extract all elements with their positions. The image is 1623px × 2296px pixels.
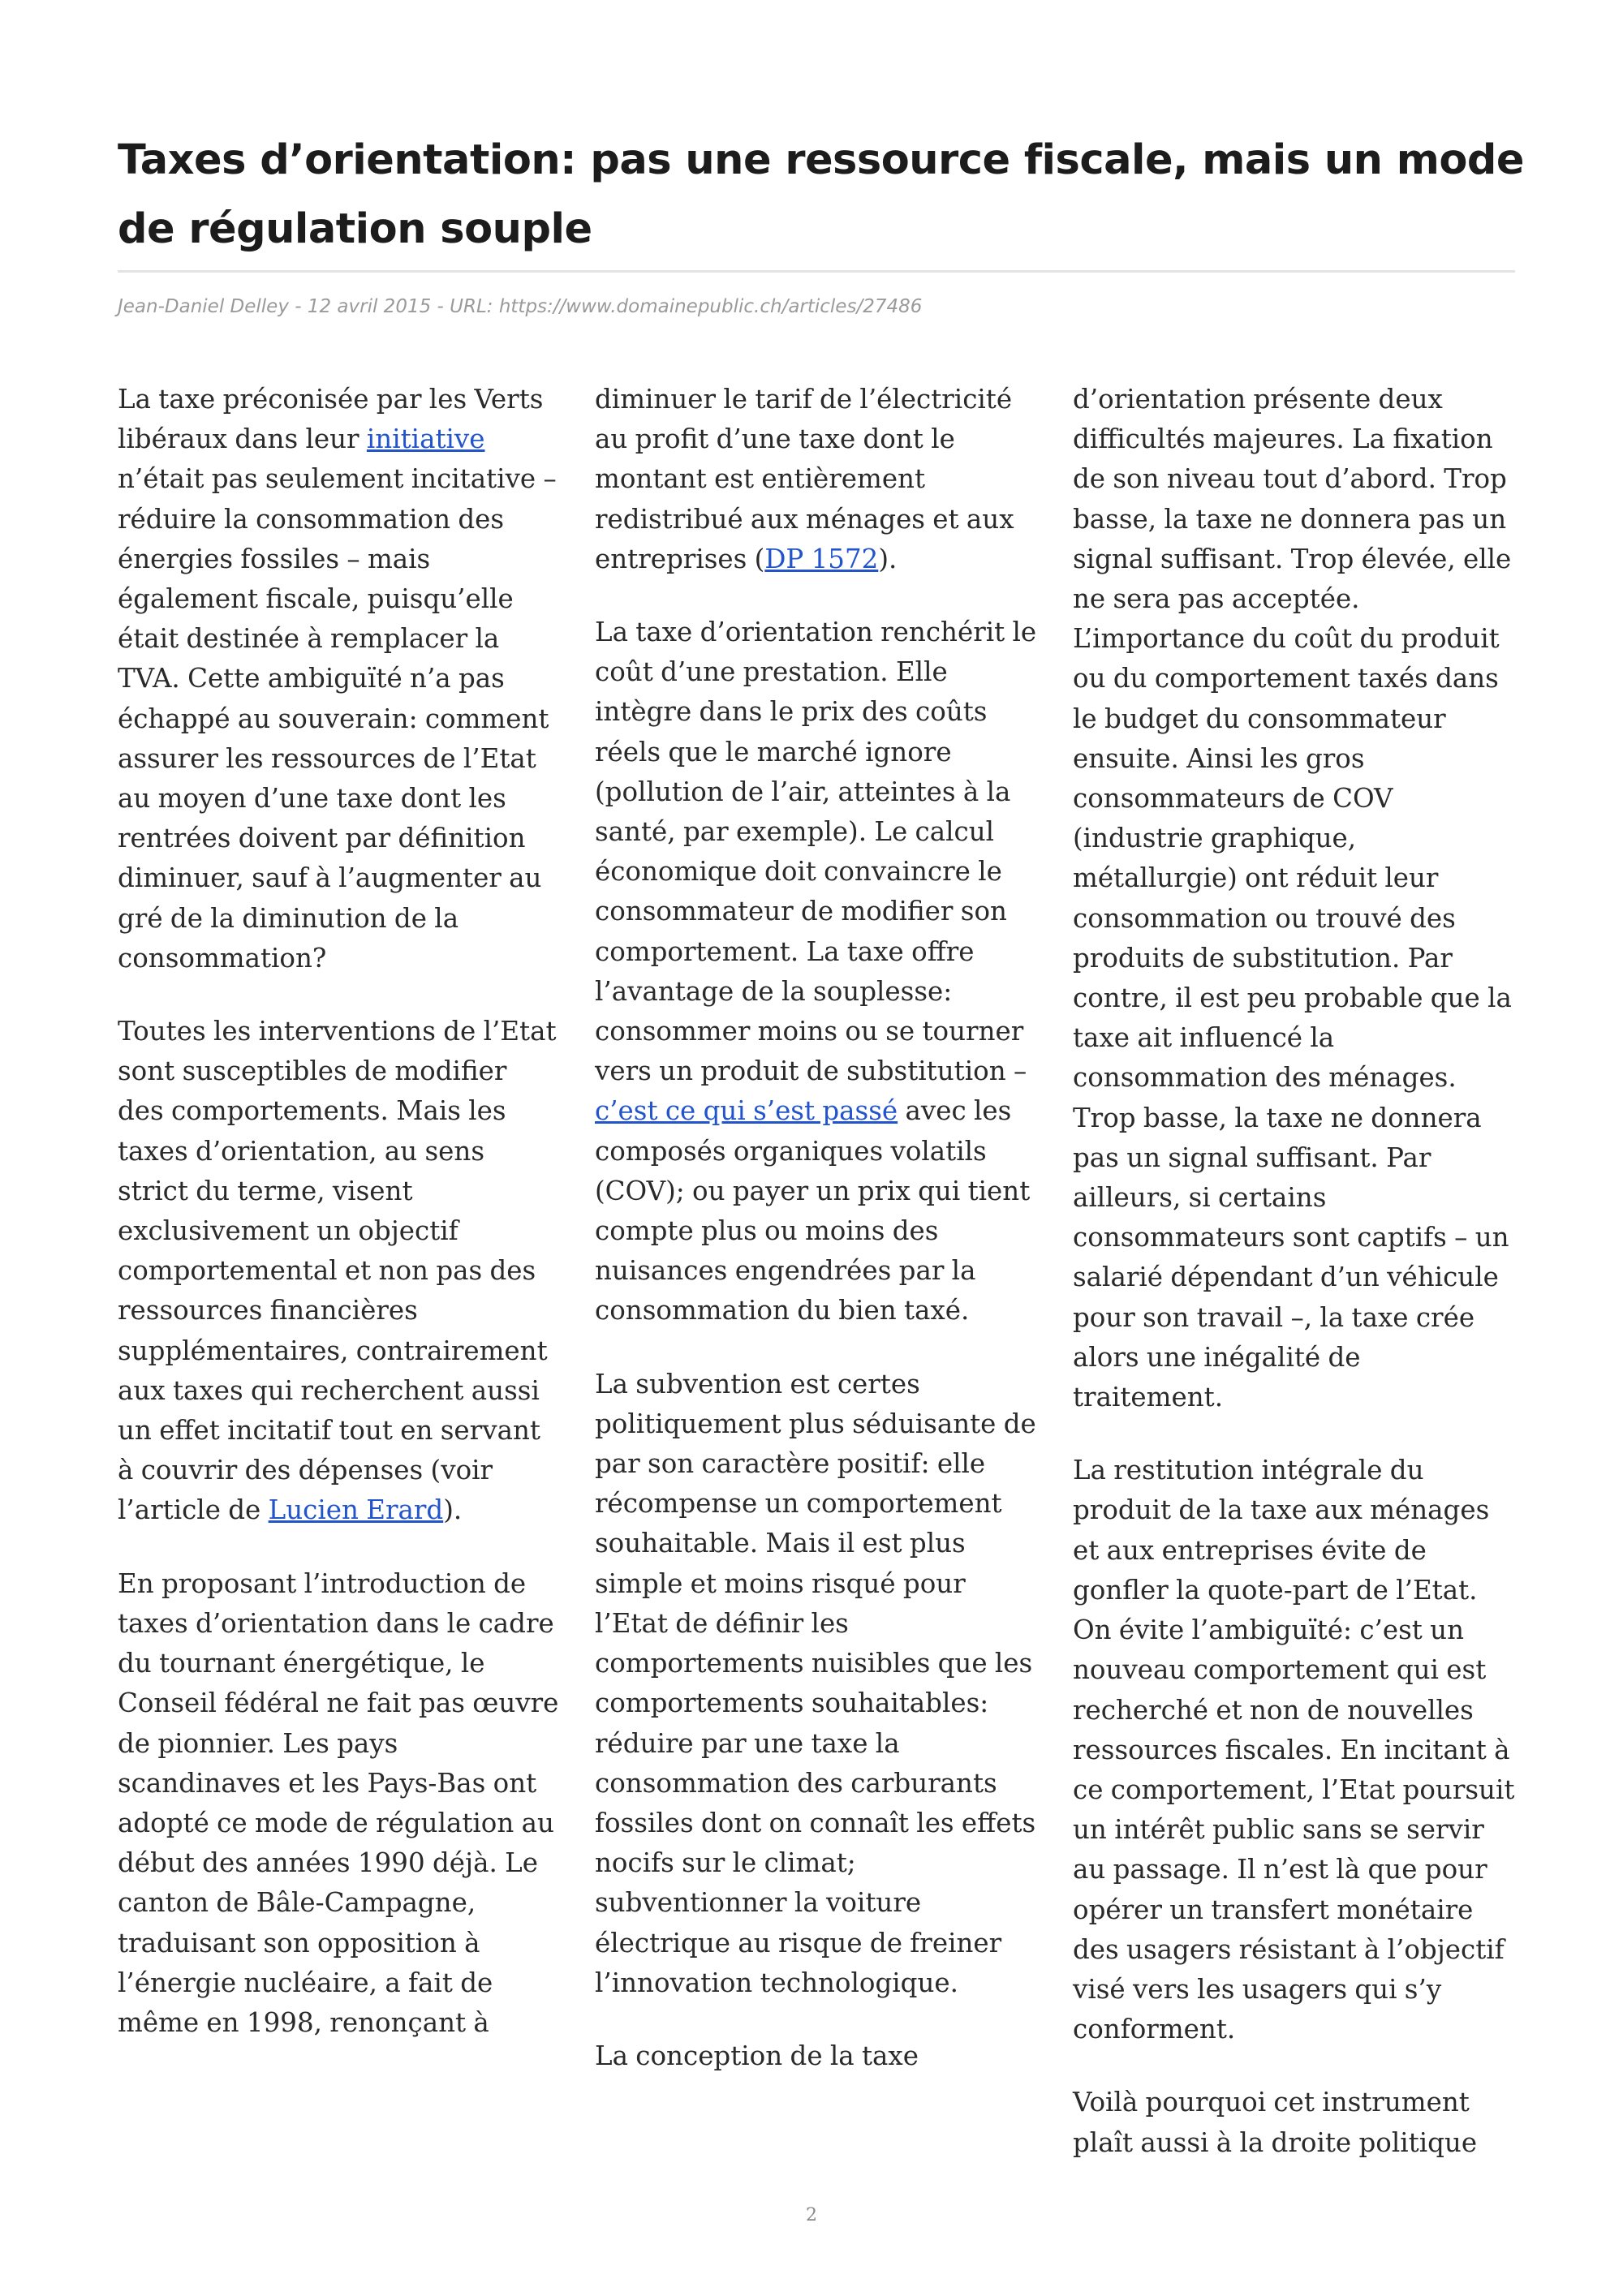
paragraph: La conception de la taxe (595, 2040, 919, 2071)
article-body (118, 380, 1515, 2165)
paragraph: Voilà pourquoi cet instrument plaît aussi à la droite politique (1073, 2087, 1478, 2158)
paragraph (595, 613, 1037, 1331)
paragraph-text: Toutes les interventions de l’Etat sont susceptibles de modifier des comportements. Mais les taxes d’orientation, au sens strict du terme, visent exclusivement un objectif comportemental et non pas des ressources financières supplémentaires, contrairement aux taxes qui recherchent aussi un effet incitatif tout en servant à couvrir des dépenses (voir l’article de (118, 1016, 557, 1526)
paragraph (118, 380, 560, 978)
paragraph: d’orientation présente deux difficultés majeures. La fixation de son niveau tout d’abord. Trop basse, la taxe ne donnera pas un signal suffisant. Trop élevée, elle ne sera pas acceptée. L’importance du coût du produit ou du comportement taxés dans le budget du consommateur ensuite. Ainsi les gros consommateurs de COV (industrie graphique, métallurgie) ont réduit leur consommation ou trouvé des produits de substitution. Par contre, il est peu probable que la taxe ait influencé la consommation des ménages. Trop basse, la taxe ne donnera pas un signal suffisant. Par ailleurs, si certains consommateurs sont captifs – un salarié dépendant d’un véhicule pour son travail –, la taxe crée alors une inégalité de traitement. (1073, 384, 1512, 1413)
cest-ce-qui-sest-passe-link[interactable]: c’est ce qui s’est passé (595, 1095, 898, 1127)
paragraph: En proposant l’introduction de taxes d’orientation dans le cadre du tournant énergétique, le Conseil fédéral ne fait pas œuvre de pionnier. Les pays scandinaves et les Pays-Bas ont adopté ce mode de régulation au début des années 1990 déjà. Le canton de Bâle-Campagne, traduisant son opposition à l’énergie nucléaire, a fait de même en 1998, renonçant à (118, 1567, 559, 2038)
article-title: Taxes d’orientation: pas une ressource fiscale, mais un mode de régulation souple (118, 136, 1525, 253)
dp-1572-link[interactable]: DP 1572 (764, 543, 879, 574)
page-number: 2 (806, 2205, 817, 2225)
paragraph (595, 380, 1037, 579)
paragraph-text: ). (878, 543, 898, 574)
lucien-erard-link[interactable]: Lucien Erard (268, 1494, 444, 1526)
paragraph-text: ). (443, 1494, 463, 1526)
column-2 (595, 380, 1037, 2076)
paragraph (118, 1012, 560, 1531)
paragraph: La subvention est certes politiquement plus séduisante de par son caractère positif: elle récompense un comportement souhaitable. Mais il est plus simple et moins risqué pour l’Etat de définir les comportements nuisibles que les comportements souhaitables: réduire par une taxe la consommation des carburants fossiles dont on connaît les effets nocifs sur le climat; subventionner la voiture électrique au risque de freiner l’innovation technologique. (595, 1368, 1036, 1998)
article-meta: Jean-Daniel Delley - 12 avril 2015 - URL: https://www.domainepublic.ch/articles/27486 (118, 296, 923, 317)
paragraph-text: La taxe d’orientation renchérit le coût d’une prestation. Elle intègre dans le prix des coûts réels que le marché ignore (pollution de l’air, atteintes à la santé, par exemple). Le calcul économique doit convaincre le consommateur de modifier son comportement. La taxe offre l’avantage de la souplesse: consommer moins ou se tourner vers un produit de substitution – (595, 617, 1037, 1087)
initiative-link[interactable]: initiative (366, 424, 485, 455)
title-divider (118, 270, 1515, 273)
paragraph: La restitution intégrale du produit de la taxe aux ménages et aux entreprises évite de gonfler la quote-part de l’Etat. On évite l’ambiguïté: c’est un nouveau comportement qui est recherché et non de nouvelles ressources fiscales. En incitant à ce comportement, l’Etat poursuit un intérêt public sans se servir au passage. Il n’est là que pour opérer un transfert monétaire des usagers résistant à l’objectif visé vers les usagers qui s’y conforment. (1073, 1455, 1515, 2045)
column-3 (1073, 380, 1515, 2163)
paragraph-text: diminuer le tarif de l’électricité au profit d’une taxe dont le montant est entièrement redistribué aux ménages et aux entreprises ( (595, 384, 1014, 574)
paragraph-text: avec les composés organiques volatils (COV); ou payer un prix qui tient compte plus ou moins des nuisances engendrées par la consommation du bien taxé. (595, 1095, 1031, 1326)
column-1 (118, 380, 560, 2043)
paragraph-text: n’était pas seulement incitative – réduire la consommation des énergies fossiles – mais également fiscale, puisqu’elle était destinée à remplacer la TVA. Cette ambiguïté n’a pas échappé au souverain: comment assurer les ressources de l’Etat au moyen d’une taxe dont les rentrées doivent par définition diminuer, sauf à l’augmenter au gré de la diminution de la consommation? (118, 463, 557, 974)
paragraph-text: La taxe préconisée par les Verts libéraux dans leur (118, 384, 544, 455)
